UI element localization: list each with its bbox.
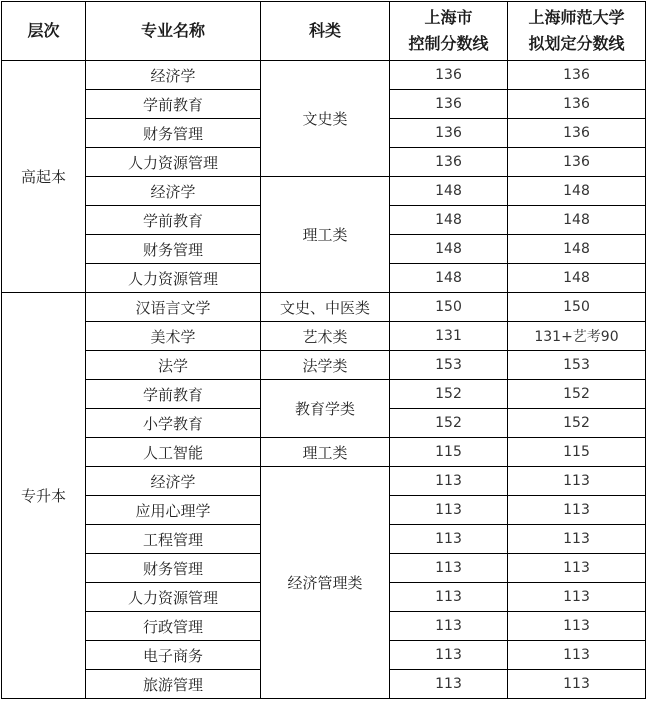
category-cell-yishu: 艺术类 [261, 322, 390, 351]
univ-score-cell: 113 [508, 554, 646, 583]
major-cell: 应用心理学 [86, 496, 261, 525]
city-score-cell: 115 [390, 438, 508, 467]
table-row [2, 322, 646, 351]
major-cell: 行政管理 [86, 612, 261, 641]
category-cell-ligong-2: 理工类 [261, 438, 390, 467]
header-city-score [390, 2, 508, 61]
major-cell: 旅游管理 [86, 670, 261, 699]
univ-score-cell: 148 [508, 177, 646, 206]
city-score-cell: 136 [390, 119, 508, 148]
major-cell: 学前教育 [86, 90, 261, 119]
major-cell: 小学教育 [86, 409, 261, 438]
univ-score-cell: 148 [508, 206, 646, 235]
major-cell: 电子商务 [86, 641, 261, 670]
city-score-cell: 113 [390, 467, 508, 496]
city-score-cell: 148 [390, 177, 508, 206]
major-cell: 经济学 [86, 177, 261, 206]
univ-score-cell: 152 [508, 380, 646, 409]
city-score-cell: 152 [390, 380, 508, 409]
univ-score-cell: 113 [508, 670, 646, 699]
univ-score-cell: 113 [508, 612, 646, 641]
category-cell-faxue: 法学类 [261, 351, 390, 380]
univ-score-cell: 113 [508, 583, 646, 612]
city-score-cell: 148 [390, 235, 508, 264]
header-row [2, 2, 646, 61]
major-cell: 人力资源管理 [86, 148, 261, 177]
header-major: 专业名称 [86, 2, 261, 61]
univ-score-cell: 152 [508, 409, 646, 438]
city-score-cell: 113 [390, 496, 508, 525]
major-cell: 经济学 [86, 61, 261, 90]
category-cell-ligong: 理工类 [261, 177, 390, 293]
major-cell: 财务管理 [86, 119, 261, 148]
univ-score-cell: 113 [508, 641, 646, 670]
major-cell: 美术学 [86, 322, 261, 351]
major-cell: 经济学 [86, 467, 261, 496]
header-univ-line-1: 上海师范大学 [528, 8, 625, 27]
city-score-cell: 136 [390, 148, 508, 177]
table-row [2, 61, 646, 90]
city-score-cell: 150 [390, 293, 508, 322]
level-cell-gaoqiben: 高起本 [2, 61, 86, 293]
univ-score-cell: 153 [508, 351, 646, 380]
major-cell: 学前教育 [86, 380, 261, 409]
city-score-cell: 113 [390, 670, 508, 699]
univ-score-cell: 136 [508, 148, 646, 177]
city-score-cell: 113 [390, 641, 508, 670]
univ-score-cell: 131+艺考90 [508, 322, 646, 351]
city-score-cell: 136 [390, 90, 508, 119]
univ-score-cell: 113 [508, 525, 646, 554]
city-score-cell: 113 [390, 583, 508, 612]
table-row [2, 351, 646, 380]
major-cell: 人力资源管理 [86, 264, 261, 293]
univ-score-cell: 115 [508, 438, 646, 467]
table-row [2, 293, 646, 322]
table-row [2, 177, 646, 206]
major-cell: 学前教育 [86, 206, 261, 235]
univ-score-cell: 150 [508, 293, 646, 322]
major-cell: 工程管理 [86, 525, 261, 554]
city-score-cell: 113 [390, 525, 508, 554]
major-cell: 人工智能 [86, 438, 261, 467]
univ-score-cell: 136 [508, 90, 646, 119]
category-cell-wenshi-zhongyi: 文史、中医类 [261, 293, 390, 322]
univ-score-cell: 148 [508, 235, 646, 264]
city-score-cell: 113 [390, 554, 508, 583]
city-score-cell: 148 [390, 206, 508, 235]
univ-score-cell: 148 [508, 264, 646, 293]
major-cell: 财务管理 [86, 554, 261, 583]
score-table [1, 1, 646, 699]
category-cell-jiaoyu: 教育学类 [261, 380, 390, 438]
header-level: 层次 [2, 2, 86, 61]
category-cell-jingji-guanli: 经济管理类 [261, 467, 390, 699]
univ-score-cell: 136 [508, 61, 646, 90]
header-city-line-2: 控制分数线 [408, 34, 489, 53]
table-row [2, 438, 646, 467]
major-cell: 财务管理 [86, 235, 261, 264]
city-score-cell: 131 [390, 322, 508, 351]
category-cell-wenshi: 文史类 [261, 61, 390, 177]
univ-score-cell: 113 [508, 496, 646, 525]
header-category: 科类 [261, 2, 390, 61]
city-score-cell: 136 [390, 61, 508, 90]
header-univ-line-2: 拟划定分数线 [528, 34, 625, 53]
major-cell: 汉语言文学 [86, 293, 261, 322]
city-score-cell: 148 [390, 264, 508, 293]
level-cell-zhuanshengben: 专升本 [2, 293, 86, 699]
city-score-cell: 113 [390, 612, 508, 641]
major-cell: 法学 [86, 351, 261, 380]
table-row [2, 467, 646, 496]
city-score-cell: 152 [390, 409, 508, 438]
city-score-cell: 153 [390, 351, 508, 380]
univ-score-cell: 136 [508, 119, 646, 148]
univ-score-cell: 113 [508, 467, 646, 496]
table-row [2, 380, 646, 409]
header-univ-score [508, 2, 646, 61]
header-city-line-1: 上海市 [424, 8, 473, 27]
major-cell: 人力资源管理 [86, 583, 261, 612]
